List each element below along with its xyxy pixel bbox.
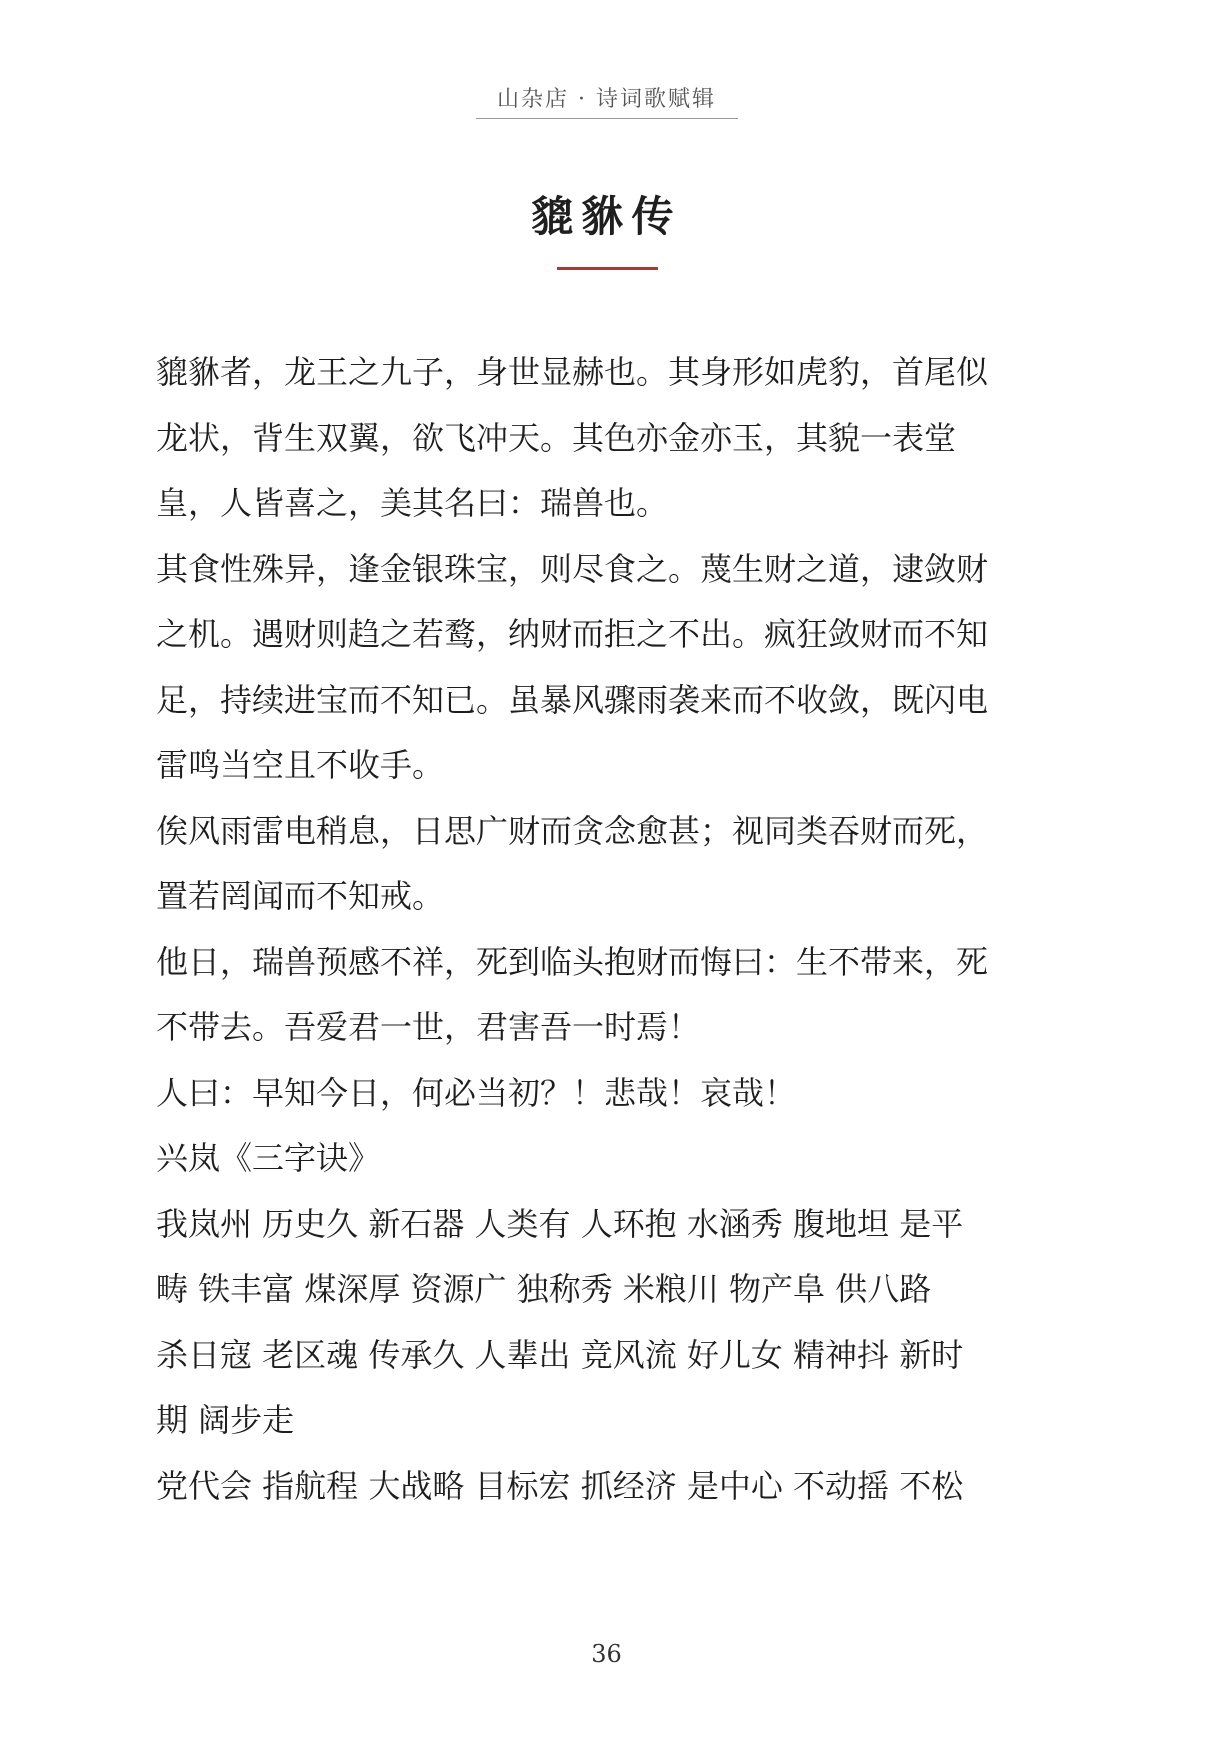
text-line: 党代会 指航程 大战略 目标宏 抓经济 是中心 不动摇 不松 (156, 1466, 964, 1505)
text-line: 他日，瑞兽预感不祥，死到临头抱财而悔曰：生不带来，死 (156, 942, 989, 981)
title-underline (557, 267, 658, 270)
text-line: 之机。遇财则趋之若鹜，纳财而拒之不出。疯狂敛财而不知 (156, 615, 989, 653)
text-line: 畴 铁丰富 煤深厚 资源广 独称秀 米粮川 物产阜 供八路 (156, 1270, 932, 1308)
text-line: 人曰：早知今日，何必当初？！悲哉！哀哉！ (156, 1073, 797, 1112)
text-line: 足，持续进宝而不知已。虽暴风骤雨袭来而不收敛，既闪电 (156, 680, 989, 719)
article-title: 貔貅传 (531, 192, 682, 241)
page-number: 36 (591, 1640, 622, 1668)
running-header: 山杂店 · 诗词歌赋辑 (497, 87, 716, 112)
header-divider (476, 118, 738, 119)
text-line: 期 阔步走 (156, 1401, 295, 1439)
text-line: 其食性殊异，逢金银珠宝，则尽食之。蔑生财之道，逮敛财 (156, 549, 989, 588)
text-line: 置若罔闻而不知戒。 (156, 877, 445, 915)
text-line: 龙状，背生双翼，欲飞冲天。其色亦金亦玉，其貌一表堂 (156, 418, 957, 457)
article-body (156, 340, 1061, 1519)
text-line: 皇，人皆喜之，美其名曰：瑞兽也。 (156, 484, 669, 522)
text-line: 不带去。吾爱君一世，君害吾一时焉！ (156, 1008, 701, 1046)
text-line: 杀日寇 老区魂 传承久 人辈出 竞风流 好儿女 精神抖 新时 (156, 1335, 964, 1374)
text-line: 我岚州 历史久 新石器 人类有 人环抱 水涵秀 腹地坦 是平 (156, 1204, 964, 1243)
poem-heading: 兴岚《三字诀》 (156, 1139, 381, 1177)
text-line: 雷鸣当空且不收手。 (156, 746, 445, 784)
text-line: 貔貅者，龙王之九子，身世显赫也。其身形如虎豹，首尾似 (156, 353, 989, 391)
text-line: 俟风雨雷电稍息，日思广财而贪念愈甚；视同类吞财而死， (156, 811, 989, 850)
